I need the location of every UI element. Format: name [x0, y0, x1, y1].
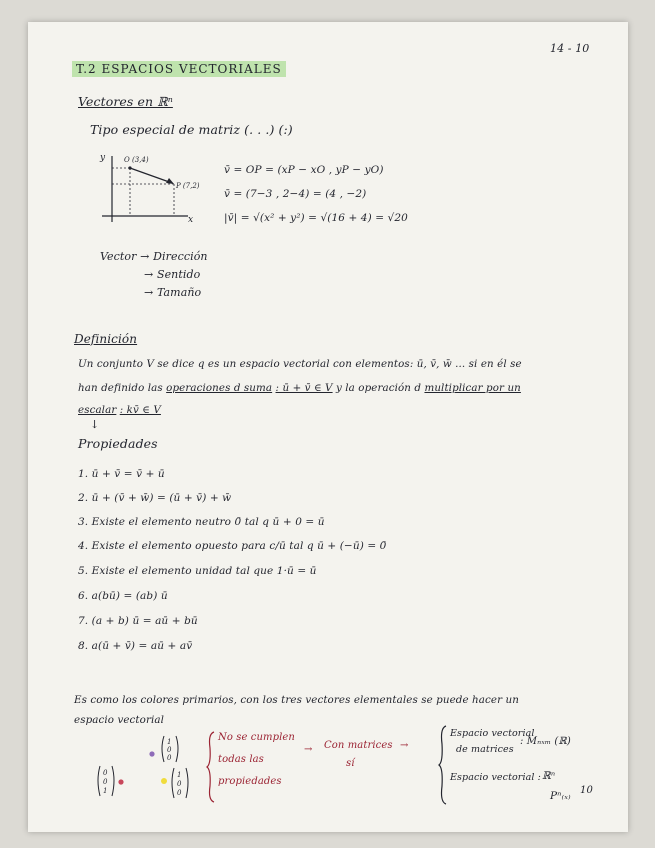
vector-word: [100, 250, 208, 263]
graph-point-p: P (7,2): [176, 182, 200, 190]
arrow-icon: →: [140, 250, 150, 263]
graph-x-label: x: [188, 215, 194, 225]
espacio-matrices-line-1: Espacio vectorial: [450, 728, 535, 739]
red-note-line: propiedades: [218, 776, 282, 787]
def-text-d: y la operación d: [335, 382, 422, 394]
def-text-escalar: escalar: [78, 404, 117, 416]
equation-1: v̄ = OP = (xP − xO , yP − yO): [224, 164, 384, 176]
graph-y-label: y: [100, 153, 106, 163]
vector-graph: [94, 150, 200, 230]
vec-left-2: 0: [103, 778, 108, 786]
equation-2: v̄ = (7−3 , 2−4) = (4 , −2): [224, 188, 367, 200]
prop-tamano: Tamaño: [156, 286, 202, 299]
down-arrow-icon: ↓: [90, 418, 100, 431]
property-item: 4. Existe el elemento opuesto para c/ū tal q ū + (−ū) = 0̄: [78, 540, 387, 552]
red-arrow-icon: →: [304, 744, 313, 755]
prop-direccion: Dirección: [153, 250, 208, 263]
definition-line-1: Un conjunto V se dice q es un espacio vectorial con elementos: ū, v̄, w̄ ... si en él se: [78, 358, 522, 370]
section-heading-definicion: Definición: [74, 332, 138, 346]
con-matrices-label: Con matrices: [324, 740, 393, 751]
red-brace-icon: [206, 730, 216, 804]
section-heading-vectores: Vectores en ℝⁿ: [78, 94, 173, 109]
page-title: [72, 62, 286, 76]
vec-right-1: 1: [177, 771, 182, 779]
property-item: 6. a(bū) = (ab) ū: [78, 590, 168, 602]
tipo-line: Tipo especial de matriz (. . .) (:): [90, 122, 293, 137]
property-item: 8. a(ū + v̄) = aū + av̄: [78, 640, 193, 652]
title-highlight: T.2 ESPACIOS VECTORIALES: [72, 61, 286, 77]
notebook-page: [28, 22, 628, 832]
red-note-line: No se cumplen: [218, 732, 295, 743]
property-item: 7. (a + b) ū = aū + bū: [78, 615, 198, 627]
vector-label: Vector: [100, 250, 137, 263]
espacio-matrices-value: : Mₙₓₘ (ℝ): [520, 736, 571, 747]
property-item: 5. Existe el elemento unidad tal que 1·ū = ū: [78, 565, 317, 577]
vec-left-3: 1: [103, 787, 108, 795]
espacio-matrices-line-2: de matrices: [456, 744, 514, 755]
def-text-escalar-expr: : kv̄ ∈ V: [119, 404, 161, 416]
prop-sentido: Sentido: [156, 268, 201, 281]
definition-line-2: [78, 382, 521, 394]
arrow-icon: →: [144, 268, 154, 281]
definition-line-3: [78, 404, 161, 416]
def-text-suma-expr: : ū + v̄ ∈ V: [275, 382, 333, 394]
property-item: 1. ū + v̄ = v̄ + ū: [78, 468, 165, 480]
def-text-a: han definido las: [78, 382, 163, 394]
property-item: 3. Existe el elemento neutro 0̄ tal q ū + 0 = ū: [78, 516, 325, 528]
vec-top-2: 0: [167, 746, 172, 754]
prop-sentido-row: [144, 268, 200, 281]
vec-top-1: 1: [167, 738, 172, 746]
arrow-icon: →: [144, 286, 154, 299]
propiedades-heading: Propiedades: [78, 436, 158, 451]
basis-vectors-illustration: [88, 726, 198, 812]
analogy-line-1: Es como los colores primarios, con los tres vectores elementales se puede hacer un: [74, 694, 519, 706]
def-text-suma: operaciones d suma: [166, 382, 273, 394]
prop-tamano-row: [144, 286, 201, 299]
page-number-bottom: 10: [580, 785, 593, 796]
espacio-vectorial-label: Espacio vectorial :: [450, 772, 541, 783]
vec-left-1: 0: [103, 769, 108, 777]
analogy-line-2: espacio vectorial: [74, 714, 165, 726]
vec-right-2: 0: [177, 780, 182, 788]
property-item: 2. ū + (v̄ + w̄) = (ū + v̄) + w̄: [78, 492, 232, 504]
red-note-line: todas las: [218, 754, 264, 765]
vec-right-3: 0: [177, 789, 182, 797]
vec-top-3: 0: [167, 754, 172, 762]
rn-symbol: ℝⁿ: [542, 770, 556, 782]
si-label: sí: [346, 758, 355, 769]
graph-point-o: O (3,4): [124, 156, 149, 164]
page-number-top: 14 - 10: [550, 42, 590, 55]
def-text-multiplicar: multiplicar por un: [424, 382, 521, 394]
pn-symbol: Pⁿ₍ₓ₎: [550, 790, 571, 802]
black-brace-icon: [438, 724, 448, 806]
red-arrow-icon: →: [400, 740, 409, 751]
equation-3: |v̄| = √(x² + y²) = √(16 + 4) = √20: [224, 212, 408, 224]
